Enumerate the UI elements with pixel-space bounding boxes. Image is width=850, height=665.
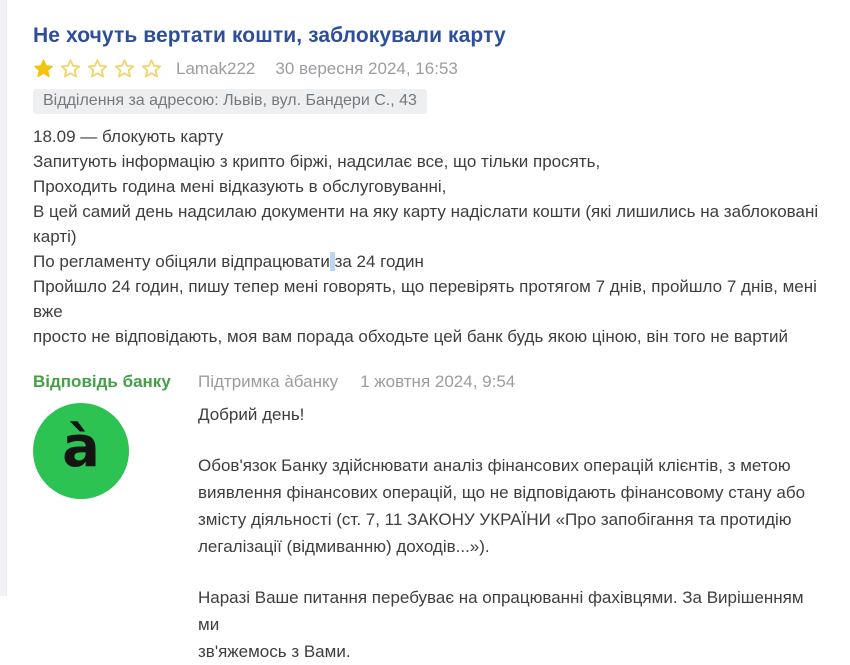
review-line: В цей самий день надсилаю документи на яку карту надіслати кошти (які лишились на заблоковані [33,202,819,221]
bank-reply-meta-row [198,372,820,392]
bank-reply-text [198,401,820,665]
review-body-text [33,124,820,349]
review-date: 30 вересня 2024, 16:53 [275,58,458,78]
review-title[interactable]: Не хочуть вертати кошти, заблокували карту [33,24,506,47]
review-line: Запитують інформацію з крипто біржі, надсилає все, що тільки просять, [33,152,601,171]
bank-reply-right-column [198,369,820,665]
review-line: 18.09 — блокують карту [33,127,224,146]
reply-paragraph: Добрий день! [198,405,305,424]
star-rating [33,58,162,79]
page-left-gutter [0,0,7,596]
bank-logo-letter: à [62,415,100,480]
reply-date: 1 жовтня 2024, 9:54 [360,372,516,391]
bank-avatar [33,403,129,499]
reply-author: Підтримка àбанку [198,372,339,391]
review-line: карті) [33,227,77,246]
reply-paragraph: Обов'язок Банку здійснювати аналіз фінансових операцій клієнтів, з метою виявлення фінансових операцій, що не відповідають фінансовому стану або змісту діяльності (ст. 7, 11 ЗАКОНУ УКРАЇНИ «Про запобігання та протидію легалізації (відмиванню) доходів...»). [198,456,806,556]
star-empty-icon [87,58,108,79]
star-empty-icon [141,58,162,79]
review-line: По регламенту обіцяли відпрацювати за 24 годин [33,252,424,271]
branch-address-badge: Відділення за адресою: Львів, вул. Бандери С., 43 [33,89,427,114]
review-line: Пройшло 24 годин, пишу тепер мені говорять, що перевірять протягом 7 днів, пройшло 7 днів, мені вже [33,277,817,321]
review-line: Проходить година мені відказують в обслуговуванні, [33,177,447,196]
review-line: просто не відповідають, моя вам порада обходьте цей банк будь якою ціною, він того не вартий [33,327,789,346]
bank-reply-label: Відповідь банку [33,372,171,391]
review-meta-row [33,58,820,79]
bank-reply-left-column [33,369,198,665]
star-empty-icon [60,58,81,79]
bank-reply-section [33,369,820,665]
reply-paragraph: Наразі Ваше питання перебуває на опрацюванні фахівцями. За Вирішенням ми зв'яжемось з Вами. [198,588,804,661]
review-author[interactable]: Lamak222 [176,58,256,78]
star-empty-icon [114,58,135,79]
star-filled-icon [33,58,54,79]
